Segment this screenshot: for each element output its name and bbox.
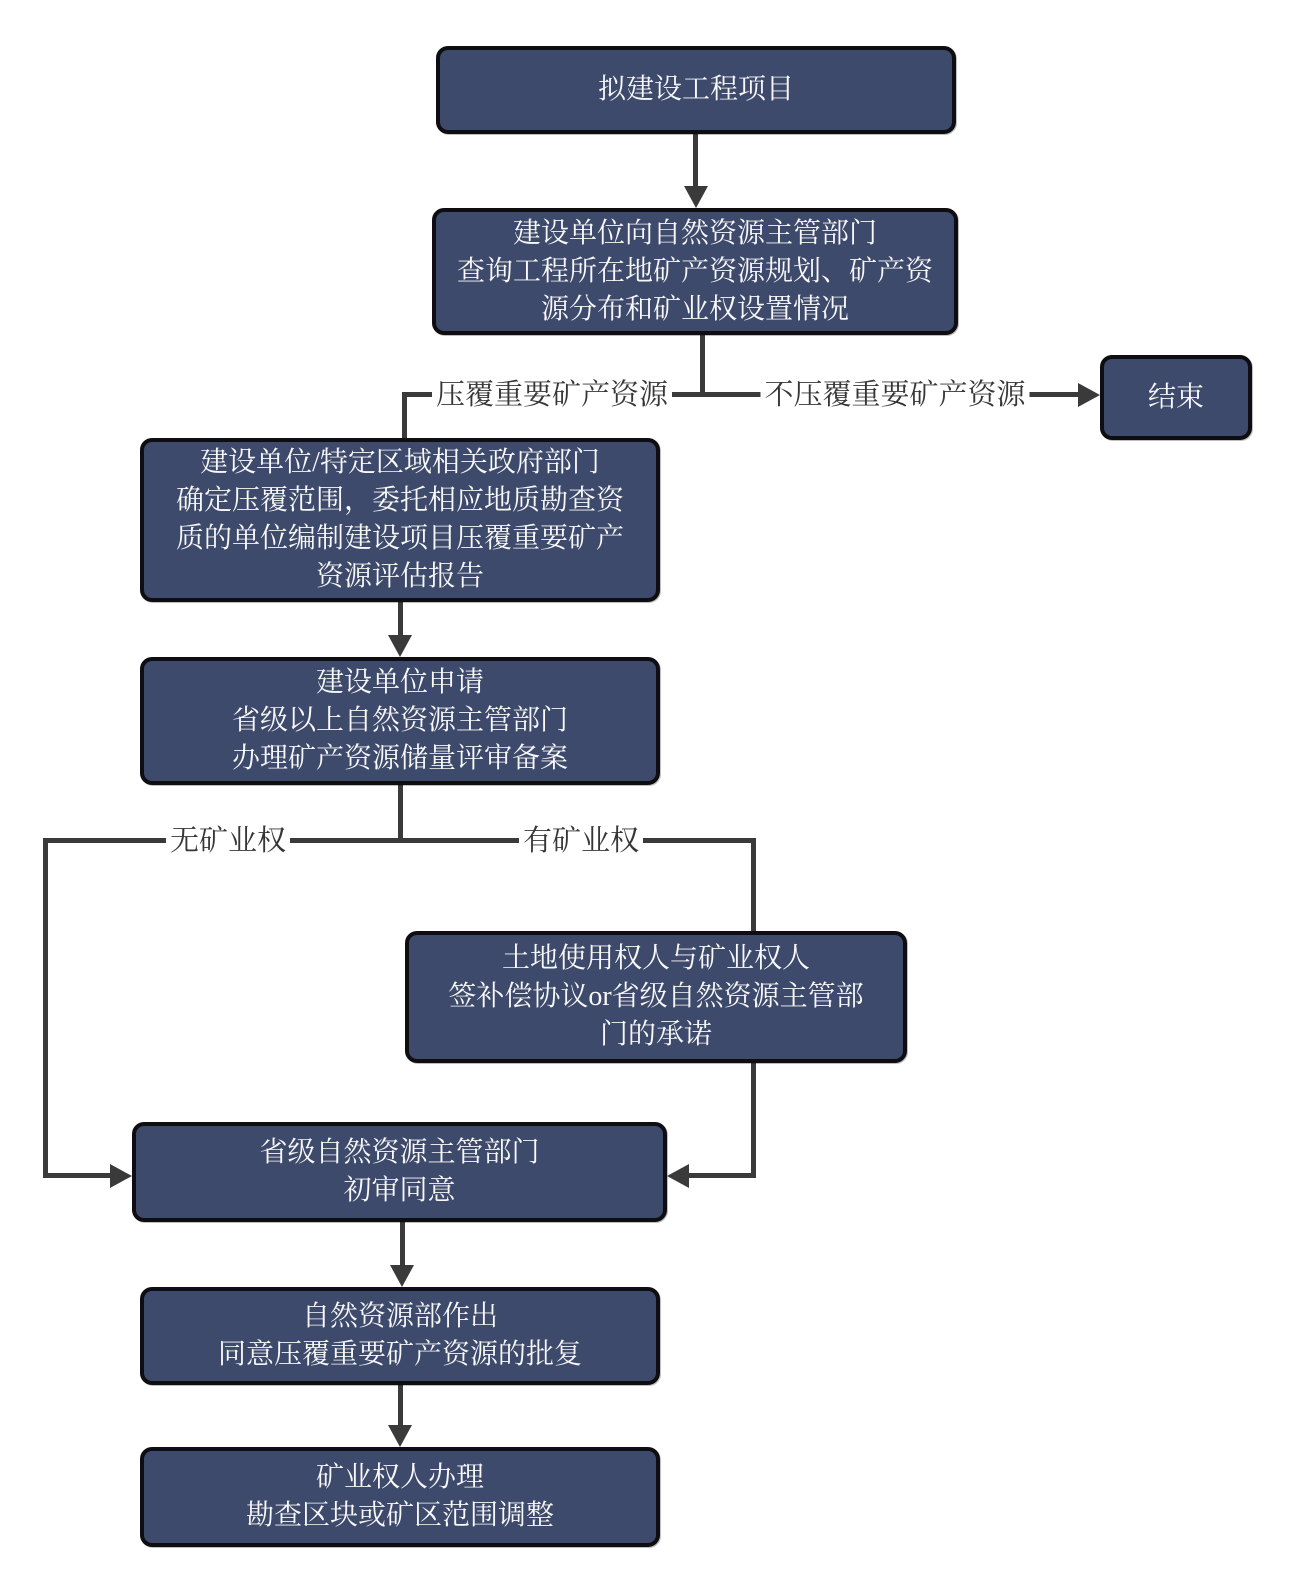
node-end-text: 结束 bbox=[1147, 381, 1204, 413]
node-compensation-agreement-text: 签补偿协议or省级自然资源主管部 bbox=[448, 981, 864, 1012]
arrowhead-assess-filing bbox=[388, 635, 412, 657]
node-compensation-agreement-text: 门的承诺 bbox=[599, 1019, 712, 1050]
node-query-authority-text: 查询工程所在地矿产资源规划、矿产资 bbox=[456, 255, 933, 287]
node-mnr-approval-text: 自然资源部作出 bbox=[301, 1301, 498, 1332]
edge-label-no-mining-right: 无矿业权 bbox=[166, 824, 290, 858]
node-mining-right-adjustment-text: 勘查区块或矿区范围调整 bbox=[245, 1500, 554, 1531]
node-proposed-project-text: 拟建设工程项目 bbox=[597, 74, 794, 105]
connector-has-right-agreement bbox=[751, 838, 756, 933]
node-reserve-review-filing bbox=[140, 657, 660, 785]
connector-preliminary-approval bbox=[400, 1220, 405, 1266]
connector-assess-filing bbox=[398, 600, 403, 638]
arrowhead-no-right-preliminary bbox=[110, 1164, 132, 1188]
connector-filing-branch bbox=[398, 784, 403, 842]
arrowhead-agreement-preliminary bbox=[667, 1164, 689, 1188]
connector-branch-assess bbox=[402, 392, 407, 440]
connector-branch2-horizontal bbox=[43, 838, 755, 843]
node-reserve-review-filing-text: 办理矿产资源储量评审备案 bbox=[231, 743, 568, 774]
connector-approval-adjust bbox=[398, 1383, 403, 1427]
node-determine-scope-report bbox=[140, 438, 660, 602]
arrowhead-approval-adjust bbox=[388, 1425, 412, 1447]
node-query-authority-text: 源分布和矿业权设置情况 bbox=[540, 293, 849, 325]
node-compensation-agreement-text: 土地使用权人与矿业权人 bbox=[501, 943, 810, 974]
node-compensation-agreement bbox=[405, 931, 907, 1063]
node-mnr-approval-text: 同意压覆重要矿产资源的批复 bbox=[217, 1339, 582, 1370]
node-query-authority bbox=[432, 208, 958, 335]
node-mining-right-adjustment bbox=[140, 1447, 660, 1547]
node-proposed-project bbox=[436, 46, 956, 134]
connector-query-branch bbox=[700, 335, 705, 397]
node-mnr-approval bbox=[140, 1287, 660, 1385]
connector-no-right-into bbox=[43, 1173, 113, 1178]
edge-label-no-overlap: 不压覆重要矿产资源 bbox=[760, 378, 1029, 412]
node-provincial-preliminary-review-text: 初审同意 bbox=[343, 1175, 456, 1206]
edge-label-overlap: 压覆重要矿产资源 bbox=[432, 378, 672, 412]
node-determine-scope-report-text: 确定压覆范围，委托相应地质勘查资 bbox=[175, 485, 624, 516]
node-determine-scope-report-text: 建设单位/特定区域相关政府部门 bbox=[200, 447, 600, 478]
connector-no-right-down bbox=[43, 838, 48, 1178]
node-determine-scope-report-text: 质的单位编制建设项目压覆重要矿产 bbox=[175, 523, 624, 554]
arrowhead-to-end bbox=[1078, 383, 1100, 407]
node-reserve-review-filing-text: 省级以上自然资源主管部门 bbox=[231, 705, 568, 736]
connector-agreement-down bbox=[751, 1062, 756, 1178]
node-query-authority-text: 建设单位向自然资源主管部门 bbox=[512, 217, 877, 249]
node-determine-scope-report-text: 资源评估报告 bbox=[315, 561, 484, 592]
connector-agreement-into bbox=[688, 1173, 754, 1178]
node-mining-right-adjustment-text: 矿业权人办理 bbox=[315, 1462, 484, 1493]
edge-label-has-mining-right: 有矿业权 bbox=[519, 824, 643, 858]
node-provincial-preliminary-review bbox=[132, 1122, 667, 1222]
node-provincial-preliminary-review-text: 省级自然资源主管部门 bbox=[259, 1137, 540, 1168]
node-end bbox=[1100, 355, 1252, 440]
node-reserve-review-filing-text: 建设单位申请 bbox=[315, 667, 484, 698]
arrowhead-preliminary-approval bbox=[390, 1265, 414, 1287]
arrowhead-start-query bbox=[684, 186, 708, 208]
connector-start-query bbox=[693, 134, 698, 188]
